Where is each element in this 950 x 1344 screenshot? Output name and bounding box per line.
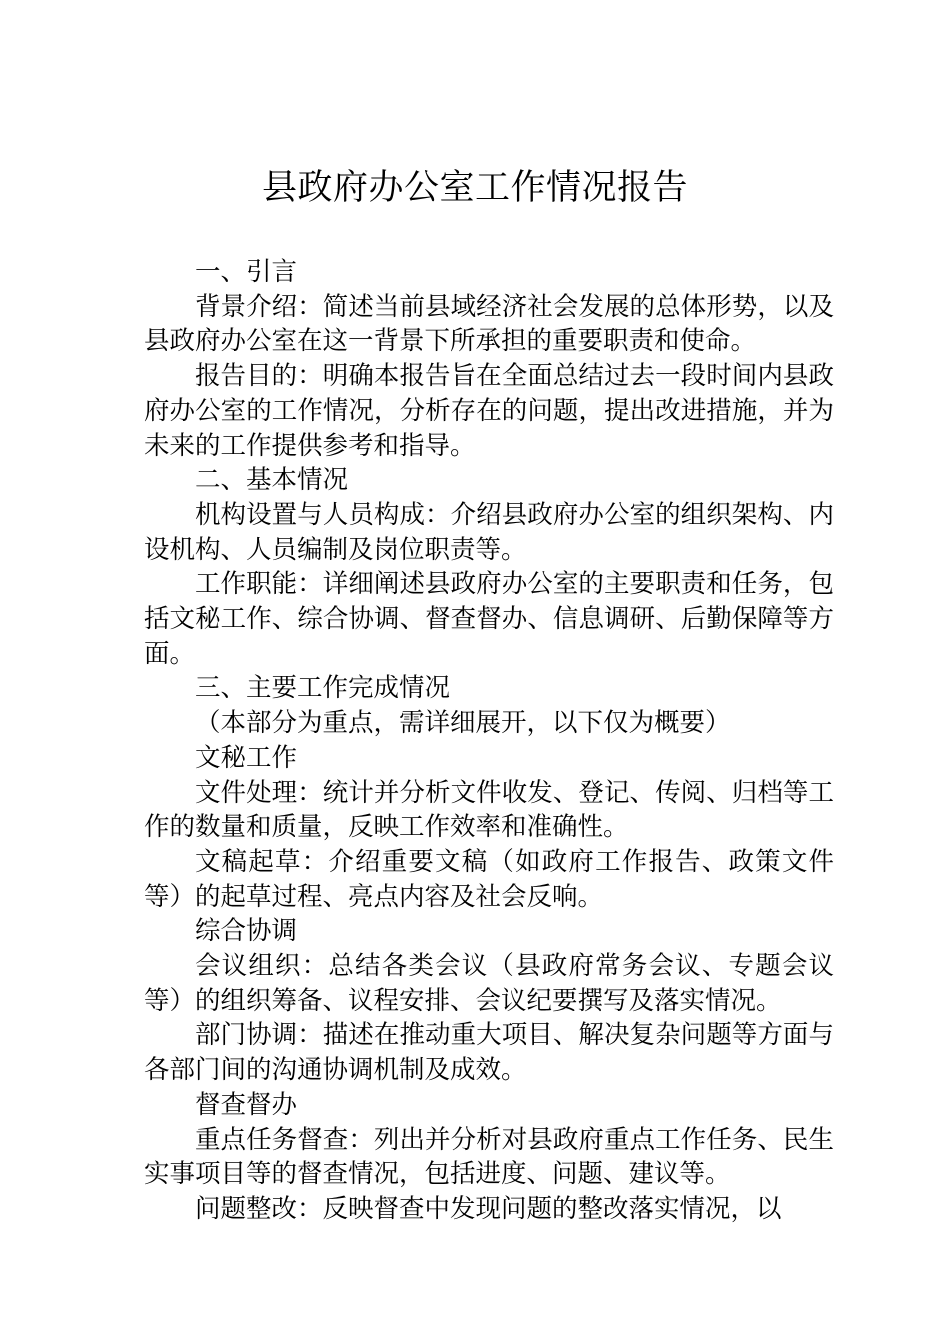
heading-main-work: 三、主要工作完成情况: [195, 673, 451, 704]
paragraph-rectification: 问题整改：反映督查中发现问题的整改落实情况，以: [195, 1193, 782, 1224]
document-title: 县政府办公室工作情况报告: [261, 168, 688, 208]
paragraph-department-coordination: 部门协调：描述在推动重大项目、解决复杂问题等方面与各部门间的沟通协调机制及成效。: [144, 1020, 834, 1086]
subheading-secretarial-work: 文秘工作: [195, 742, 298, 773]
heading-introduction: 一、引言: [195, 257, 298, 287]
paragraph-organization-structure: 机构设置与人员构成：介绍县政府办公室的组织架构、内设机构、人员编制及岗位职责等。: [144, 499, 834, 565]
paragraph-background: 背景介绍：简述当前县域经济社会发展的总体形势，以及县政府办公室在这一背景下所承担的重要职责和使命。: [144, 291, 834, 357]
subheading-supervision: 督查督办: [195, 1089, 298, 1120]
paragraph-key-task-supervision: 重点任务督查：列出并分析对县政府重点工作任务、民生实事项目等的督查情况，包括进度、问题、建议等。: [144, 1124, 834, 1190]
paragraph-meeting-organization: 会议组织：总结各类会议（县政府常务会议、专题会议等）的组织筹备、议程安排、会议纪要撰写及落实情况。: [144, 951, 834, 1016]
paragraph-drafting: 文稿起草：介绍重要文稿（如政府工作报告、政策文件等）的起草过程、亮点内容及社会反响。: [144, 846, 834, 912]
paragraph-report-purpose: 报告目的：明确本报告旨在全面总结过去一段时间内县政府办公室的工作情况，分析存在的问题，提出改进措施，并为未来的工作提供参考和指导。: [144, 361, 834, 461]
subheading-coordination: 综合协调: [195, 916, 298, 947]
paragraph-document-handling: 文件处理：统计并分析文件收发、登记、传阅、归档等工作的数量和质量，反映工作效率和准确性。: [144, 777, 834, 843]
heading-basic-situation: 二、基本情况: [195, 465, 349, 496]
paragraph-note: （本部分为重点，需详细展开，以下仅为概要）: [195, 708, 731, 739]
paragraph-work-functions: 工作职能：详细阐述县政府办公室的主要职责和任务，包括文秘工作、综合协调、督查督办、信息调研、后勤保障等方面。: [144, 569, 834, 669]
document-body: [144, 255, 834, 1227]
